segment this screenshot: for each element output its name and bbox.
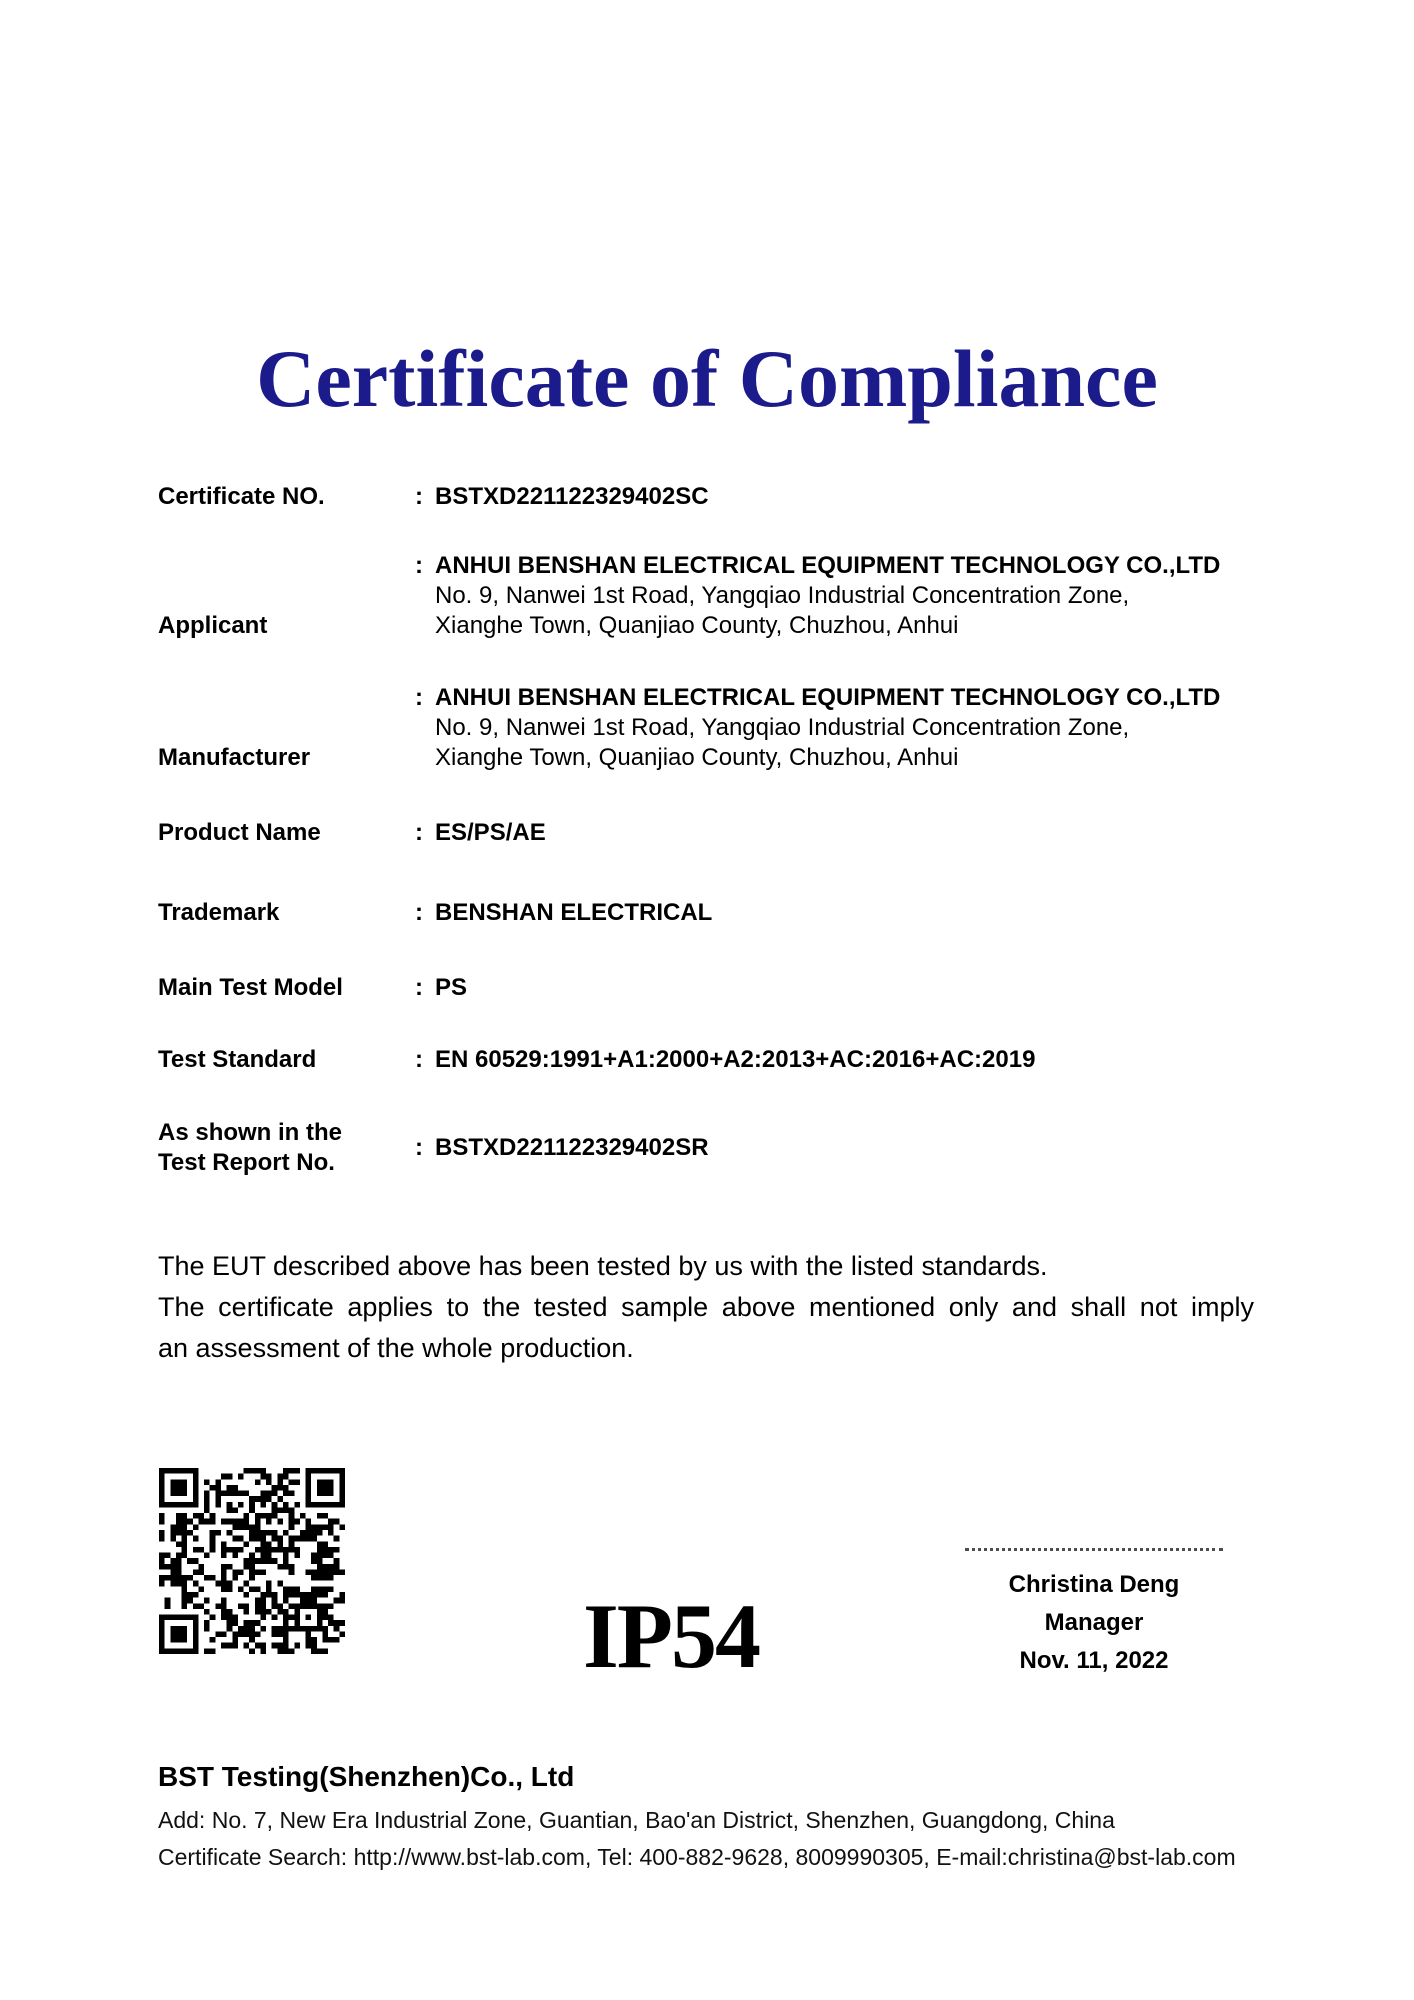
field-row-trademark xyxy=(158,898,1254,928)
field-value-line: Xianghe Town, Quanjiao County, Chuzhou, Anhui xyxy=(435,612,959,639)
field-value: BSTXD221122329402SC xyxy=(435,483,709,510)
field-value: PS xyxy=(435,974,468,1001)
field-label: Main Test Model xyxy=(158,974,343,1001)
field-value-line: No. 9, Nanwei 1st Road, Yangqiao Industrial Concentration Zone, xyxy=(435,714,1130,741)
signature-name: Christina Deng xyxy=(1008,1571,1180,1598)
field-value-line: ANHUI BENSHAN ELECTRICAL EQUIPMENT TECHNOLOGY CO.,LTD xyxy=(435,684,1221,711)
field-colon: : xyxy=(415,483,423,510)
signature-dotted-line xyxy=(965,1548,1223,1551)
qr-code xyxy=(159,1468,345,1654)
field-value-line: Xianghe Town, Quanjiao County, Chuzhou, Anhui xyxy=(435,744,959,771)
field-label: Certificate NO. xyxy=(158,483,325,510)
field-value-line: No. 9, Nanwei 1st Road, Yangqiao Industrial Concentration Zone, xyxy=(435,582,1130,609)
field-colon: : xyxy=(415,899,423,926)
field-label: Applicant xyxy=(158,612,268,639)
field-colon: : xyxy=(415,1134,423,1161)
field-value: EN 60529:1991+A1:2000+A2:2013+AC:2016+AC:2019 xyxy=(435,1046,1036,1073)
field-row-certificate-no xyxy=(158,482,1254,512)
field-colon: : xyxy=(415,552,423,579)
statement-line: an assessment of the whole production. xyxy=(158,1333,634,1363)
footer-contact-line: Certificate Search: http://www.bst-lab.com, Tel: 400-882-9628, 8009990305, E-mail:christina@bst-lab.com xyxy=(158,1844,1236,1870)
field-label: Manufacturer xyxy=(158,744,311,771)
field-label: Product Name xyxy=(158,819,321,846)
footer-address: Add: No. 7, New Era Industrial Zone, Guantian, Bao'an District, Shenzhen, Guangdong, China xyxy=(158,1807,1115,1833)
field-row-manufacturer xyxy=(158,683,1254,773)
field-row-main-test-model xyxy=(158,973,1254,1003)
signature-role: Manager xyxy=(1044,1609,1144,1636)
field-row-product-name xyxy=(158,818,1254,848)
statement-paragraph xyxy=(158,1246,1254,1369)
footer-company-name: BST Testing(Shenzhen)Co., Ltd xyxy=(158,1761,575,1792)
field-colon: : xyxy=(415,819,423,846)
field-row-test-standard xyxy=(158,1045,1254,1075)
field-row-test-report-no xyxy=(158,1118,1254,1178)
footer xyxy=(158,1760,1268,1871)
field-label: Trademark xyxy=(158,899,280,926)
field-value-line: ANHUI BENSHAN ELECTRICAL EQUIPMENT TECHNOLOGY CO.,LTD xyxy=(435,552,1221,579)
statement-line: The certificate applies to the tested sample above mentioned only and shall not imply xyxy=(158,1292,1254,1322)
statement-line: The EUT described above has been tested by us with the listed standards. xyxy=(158,1251,1048,1281)
field-value: BENSHAN ELECTRICAL xyxy=(435,899,713,926)
field-row-applicant xyxy=(158,551,1254,641)
field-value: ES/PS/AE xyxy=(435,819,546,846)
ip-rating-mark: IP54 xyxy=(583,1585,759,1687)
field-value: BSTXD221122329402SR xyxy=(435,1134,709,1161)
field-colon: : xyxy=(415,1046,423,1073)
field-colon: : xyxy=(415,974,423,1001)
field-label-line: As shown in the xyxy=(158,1119,343,1146)
field-label: Test Standard xyxy=(158,1046,317,1073)
field-label-line: Test Report No. xyxy=(158,1149,335,1176)
certificate-title: Certificate of Compliance xyxy=(256,333,1158,424)
signature-date: Nov. 11, 2022 xyxy=(1019,1647,1169,1674)
signature-block xyxy=(958,1548,1230,1676)
field-colon: : xyxy=(415,684,423,711)
